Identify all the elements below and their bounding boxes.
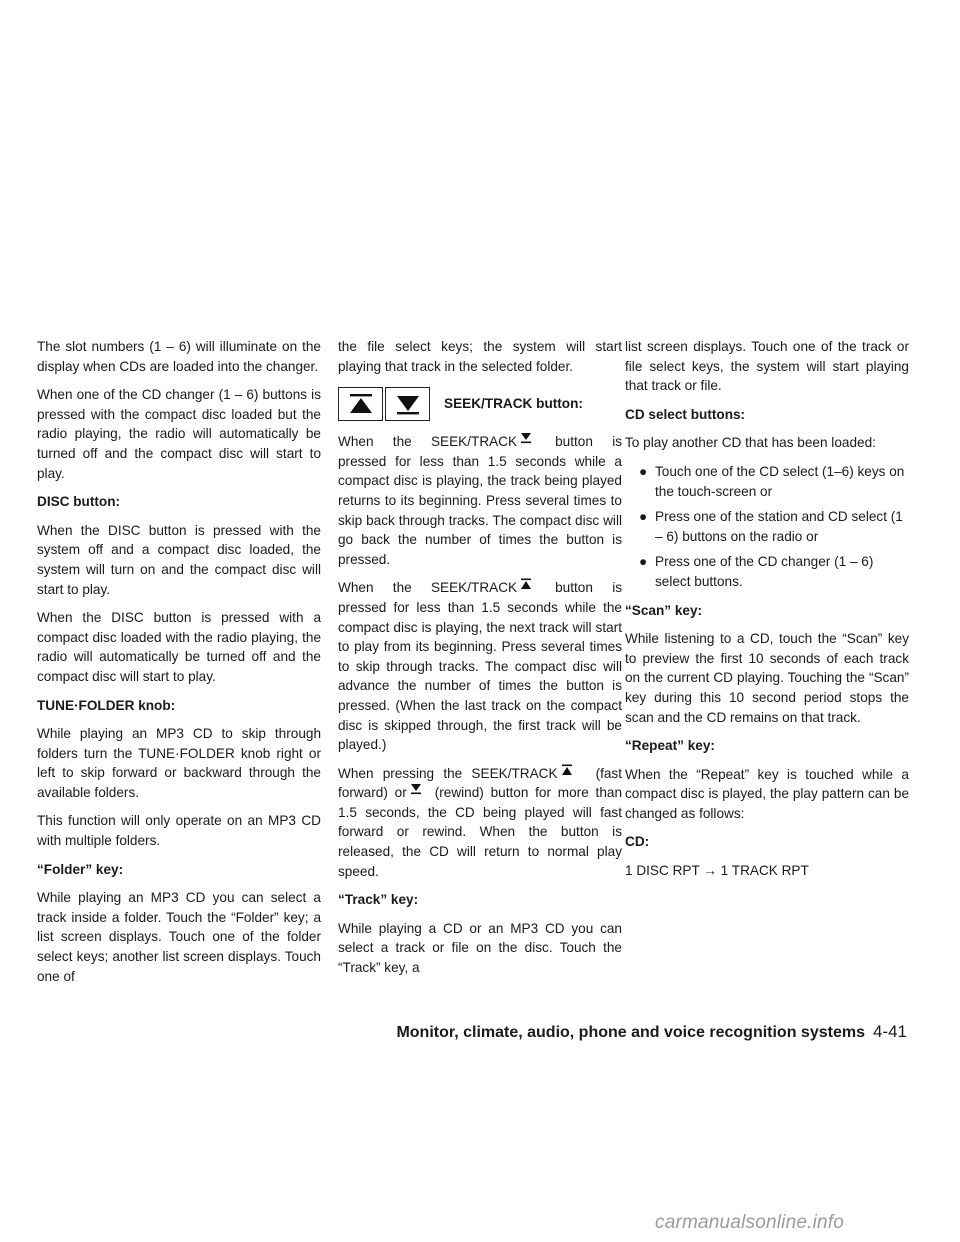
seek-up-icon bbox=[519, 578, 533, 590]
column-3 bbox=[625, 337, 909, 890]
paragraph bbox=[338, 764, 622, 882]
list-item bbox=[625, 462, 909, 501]
list-item-text: Press one of the CD changer (1 – 6) select buttons. bbox=[655, 554, 874, 589]
seek-down-icon bbox=[385, 387, 430, 421]
list-item-text: Press one of the station and CD select (1 – 6) buttons on the radio or bbox=[655, 509, 903, 544]
seek-track-heading-row bbox=[338, 385, 622, 423]
heading-folder-key: “Folder” key: bbox=[37, 861, 124, 877]
column-1 bbox=[37, 337, 321, 995]
bullet-icon: ● bbox=[639, 463, 648, 479]
heading-seek-track-button: SEEK/TRACK button: bbox=[444, 396, 583, 412]
paragraph: While playing a CD or an MP3 CD you can select a track or file on the disc. Touch the “Track” key, a bbox=[338, 920, 622, 976]
list-item bbox=[625, 507, 909, 546]
list-item-text: Touch one of the CD select (1–6) keys on the touch-screen or bbox=[655, 463, 905, 499]
heading-cd-select-buttons: CD select buttons: bbox=[625, 406, 746, 422]
watermark: carmanualsonline.info bbox=[655, 1212, 845, 1233]
page-number: 4-41 bbox=[872, 1022, 907, 1041]
paragraph: When the “Repeat” key is touched while a compact disc is played, the play pattern can be changed as follows: bbox=[625, 766, 909, 821]
seek-up-icon bbox=[560, 764, 574, 776]
footer-section-title: Monitor, climate, audio, phone and voice recognition systems bbox=[396, 1024, 865, 1041]
bullet-icon: ● bbox=[639, 509, 648, 525]
heading-track-key: “Track” key: bbox=[338, 892, 419, 908]
heading-disc-button: DISC button: bbox=[37, 494, 121, 510]
column-2 bbox=[338, 337, 622, 987]
heading-cd: CD: bbox=[625, 834, 650, 850]
heading-repeat-key: “Repeat” key: bbox=[625, 738, 715, 754]
list-item bbox=[625, 552, 909, 591]
bullet-list bbox=[625, 462, 909, 592]
text-run: button is pressed for less than 1.5 seconds while a compact disc is playing, the track being played returns to its beginning. Press several times to skip back through tracks. The compact disc will go back the number of times the button is pressed. bbox=[338, 434, 623, 567]
text-run: (fast forward) or bbox=[338, 765, 622, 801]
paragraph: When the DISC button is pressed with the system off and a compact disc loaded, the system will turn on and the compact disc will start to play. bbox=[37, 522, 321, 597]
seek-down-icon bbox=[409, 783, 423, 795]
paragraph: list screen displays. Touch one of the track or file select keys, the system will start playing that track or file. bbox=[625, 339, 909, 394]
text-run: When the SEEK/TRACK bbox=[338, 580, 518, 596]
seek-up-icon bbox=[338, 387, 383, 421]
paragraph: When the DISC button is pressed with a compact disc loaded with the radio playing, the radio will automatically be turned off and the compact disc will start to play. bbox=[37, 610, 321, 684]
seek-down-icon bbox=[519, 432, 533, 444]
paragraph: While playing an MP3 CD to skip through folders turn the TUNE·FOLDER knob right or left to skip forward or backward through the available folders. bbox=[37, 726, 321, 800]
paragraph: To play another CD that has been loaded: bbox=[625, 435, 876, 451]
heading-scan-key: “Scan” key: bbox=[625, 602, 703, 618]
paragraph: 1 DISC RPT → 1 TRACK RPT bbox=[625, 863, 809, 879]
paragraph: The slot numbers (1 – 6) will illuminate on the display when CDs are loaded into the changer. bbox=[37, 339, 321, 374]
text-run: When pressing the SEEK/TRACK bbox=[338, 765, 558, 781]
paragraph: While listening to a CD, touch the “Scan” key to preview the first 10 seconds of each track on the current CD playing. Touching the “Scan” key during this 10 second period stops the scan and the CD remains on that track. bbox=[625, 631, 909, 725]
paragraph: When one of the CD changer (1 – 6) buttons is pressed with the compact disc loaded but the radio playing, the radio will automatically be turned off and the compact disc will start to play. bbox=[37, 387, 321, 481]
bullet-icon: ● bbox=[639, 554, 648, 570]
text-run: button is pressed for less than 1.5 seconds while the compact disc is playing, the next track will start to play from its beginning. Press several times to skip through tracks. The compact disc will advance the number of times the button is pressed. (When the last track on the compact disc is skipped through, the first track will be played.) bbox=[338, 580, 623, 753]
paragraph: the file select keys; the system will start playing that track in the selected folder. bbox=[338, 339, 622, 374]
page-footer bbox=[0, 1022, 907, 1042]
text-run: (rewind) button for more than 1.5 seconds, the CD being played will fast forward or rewind. When the button is released, the CD will return to normal play speed. bbox=[338, 785, 622, 879]
text-run: When the SEEK/TRACK bbox=[338, 434, 518, 450]
paragraph bbox=[338, 432, 622, 569]
heading-tune-folder-knob: TUNE·FOLDER knob: bbox=[37, 697, 176, 713]
paragraph: This function will only operate on an MP3 CD with multiple folders. bbox=[37, 813, 321, 849]
paragraph bbox=[338, 578, 622, 754]
paragraph: While playing an MP3 CD you can select a track inside a folder. Touch the “Folder” key; a list screen displays. Touch one of the folder select keys; another list screen displays. Touch one of bbox=[37, 890, 321, 984]
